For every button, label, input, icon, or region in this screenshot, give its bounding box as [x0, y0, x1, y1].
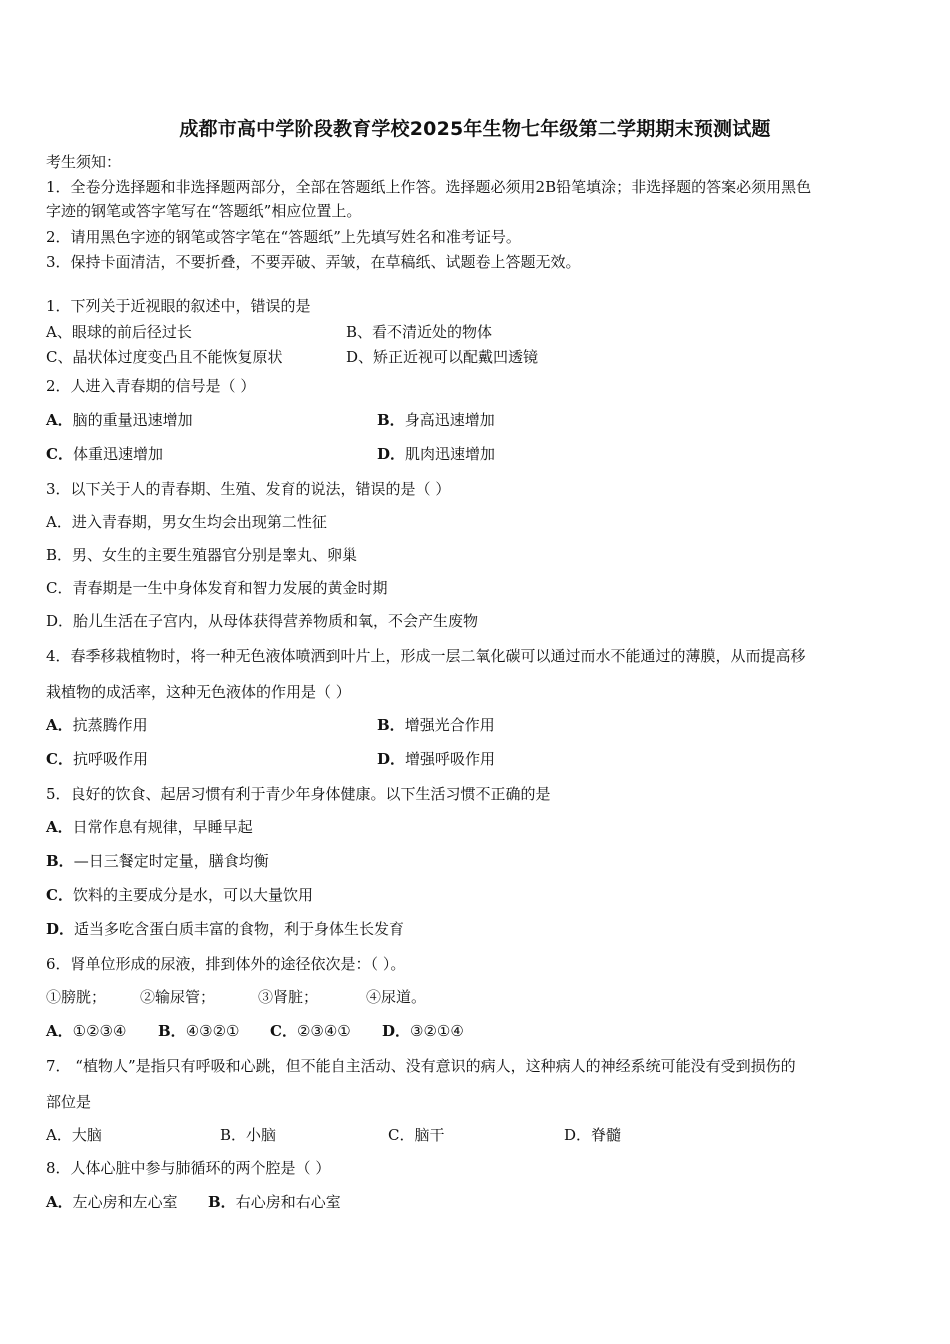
q3-option-a: A．进入青春期，男女生均会出现第二性征 — [46, 513, 327, 531]
q4-option-b — [377, 715, 495, 735]
q3-option-b: B．男、女生的主要生殖器官分别是睾丸、卵巢 — [46, 546, 358, 564]
q6-stem: 6．肾单位形成的尿液，排到体外的途径依次是：（ ）。 — [46, 955, 406, 973]
q7-option-d: D．脊髓 — [564, 1126, 622, 1144]
option-text: ③②①④ — [410, 1022, 464, 1040]
option-text: 增强呼吸作用 — [405, 750, 496, 768]
option-key: C． — [46, 750, 73, 768]
q4-stem-line2: 栽植物的成活率，这种无色液体的作用是（ ） — [46, 683, 351, 701]
q3-option-c: C．青春期是一生中身体发育和智力发展的黄金时期 — [46, 579, 388, 597]
notice-item-1-cont: 字迹的钢笔或答字笔写在“答题纸”相应位置上。 — [46, 202, 362, 220]
option-text: ④③②① — [185, 1022, 240, 1040]
q6-option-a — [46, 1021, 126, 1041]
option-text: 脑的重量迅速增加 — [72, 411, 193, 429]
q7-option-a: A．大脑 — [46, 1126, 102, 1144]
option-key: D． — [46, 920, 75, 938]
option-key: B． — [377, 411, 405, 429]
q1-stem: 1．下列关于近视眼的叙述中，错误的是 — [46, 297, 311, 315]
option-key: C． — [46, 886, 73, 904]
q6-part-4: ④尿道。 — [366, 988, 427, 1006]
q6-part-2: ②输尿管； — [140, 988, 216, 1006]
option-key: B． — [46, 852, 74, 870]
q7-option-b: B．小脑 — [220, 1126, 277, 1144]
q4-stem-line1: 4．春季移栽植物时，将一种无色液体喷洒到叶片上，形成一层二氧化碳可以通过而水不能通过的薄膜，从而提高移 — [46, 647, 806, 665]
option-text: ①②③④ — [72, 1022, 127, 1040]
q5-option-b — [46, 851, 269, 871]
q1-option-a: A、眼球的前后径过长 — [46, 323, 192, 341]
option-key: A． — [46, 411, 73, 429]
option-text: ②③④① — [296, 1022, 351, 1040]
q6-option-b — [158, 1021, 239, 1041]
q5-option-a — [46, 817, 253, 837]
q1-option-c: C、晶状体过度变凸且不能恢复原状 — [46, 348, 283, 366]
option-key: D． — [377, 445, 406, 463]
option-key: B． — [377, 716, 405, 734]
page-title: 成都市高中学阶段教育学校2025年生物七年级第二学期期末预测试题 — [179, 118, 771, 140]
option-text: 右心房和右心室 — [235, 1193, 341, 1211]
notice-heading: 考生须知： — [46, 153, 122, 171]
option-key: D． — [382, 1022, 411, 1040]
q4-option-a — [46, 715, 148, 735]
option-text: 抗蒸腾作用 — [72, 716, 148, 734]
option-key: A． — [46, 1193, 73, 1211]
q5-option-d — [46, 919, 404, 939]
option-text: 肌肉迅速增加 — [405, 445, 496, 463]
q2-stem: 2．人进入青春期的信号是（ ） — [46, 377, 256, 395]
q8-option-b — [208, 1192, 341, 1212]
q4-option-d — [377, 749, 495, 769]
option-text: 饮料的主要成分是水，可以大量饮用 — [72, 886, 313, 904]
q1-option-d: D、矫正近视可以配戴凹透镜 — [346, 348, 539, 366]
option-text: 适当多吃含蛋白质丰富的食物，利于身体生长发育 — [74, 920, 405, 938]
option-text: 抗呼吸作用 — [72, 750, 148, 768]
option-text: 增强光合作用 — [404, 716, 495, 734]
q6-part-1: ①膀胱； — [46, 988, 107, 1006]
q1-option-b: B、看不清近处的物体 — [346, 323, 493, 341]
q6-option-c — [270, 1021, 351, 1041]
notice-item-2: 2．请用黑色字迹的钢笔或答字笔在“答题纸”上先填写姓名和准考证号。 — [46, 228, 521, 246]
option-key: A． — [46, 716, 73, 734]
option-text: 左心房和左心室 — [72, 1193, 178, 1211]
option-key: C． — [270, 1022, 297, 1040]
option-key: D． — [377, 750, 406, 768]
q3-stem: 3．以下关于人的青春期、生殖、发育的说法，错误的是（ ） — [46, 480, 451, 498]
option-text: 日常作息有规律，早睡早起 — [72, 818, 253, 836]
option-key: B． — [158, 1022, 186, 1040]
option-text: 体重迅速增加 — [72, 445, 163, 463]
q8-option-a — [46, 1192, 178, 1212]
q2-option-c — [46, 444, 163, 464]
option-text: —日三餐定时定量，膳食均衡 — [73, 852, 269, 870]
q2-option-d — [377, 444, 495, 464]
q3-option-d: D．胎儿生活在子宫内，从母体获得营养物质和氧，不会产生废物 — [46, 612, 479, 630]
q6-part-3: ③肾脏； — [258, 988, 319, 1006]
q7-stem-line2: 部位是 — [46, 1093, 92, 1111]
notice-item-1: 1．全卷分选择题和非选择题两部分，全部在答题纸上作答。选择题必须用2B铅笔填涂；非选择题的答案必须用黑色 — [46, 178, 812, 196]
q8-stem: 8．人体心脏中参与肺循环的两个腔是（ ） — [46, 1159, 331, 1177]
option-key: A． — [46, 818, 73, 836]
option-key: A． — [46, 1022, 73, 1040]
option-key: C． — [46, 445, 73, 463]
q7-stem-line1: 7． “植物人”是指只有呼吸和心跳，但不能自主活动、没有意识的病人，这种病人的神经系统可能没有受到损伤的 — [46, 1057, 796, 1075]
q5-option-c — [46, 885, 313, 905]
q5-stem: 5．良好的饮食、起居习惯有利于青少年身体健康。以下生活习惯不正确的是 — [46, 785, 551, 803]
q6-option-d — [382, 1021, 464, 1041]
q7-option-c: C．脑干 — [388, 1126, 445, 1144]
option-key: B． — [208, 1193, 236, 1211]
option-text: 身高迅速增加 — [404, 411, 495, 429]
q2-option-b — [377, 410, 495, 430]
q2-option-a — [46, 410, 193, 430]
q4-option-c — [46, 749, 148, 769]
notice-item-3: 3．保持卡面清洁，不要折叠，不要弄破、弄皱，在草稿纸、试题卷上答题无效。 — [46, 253, 581, 271]
